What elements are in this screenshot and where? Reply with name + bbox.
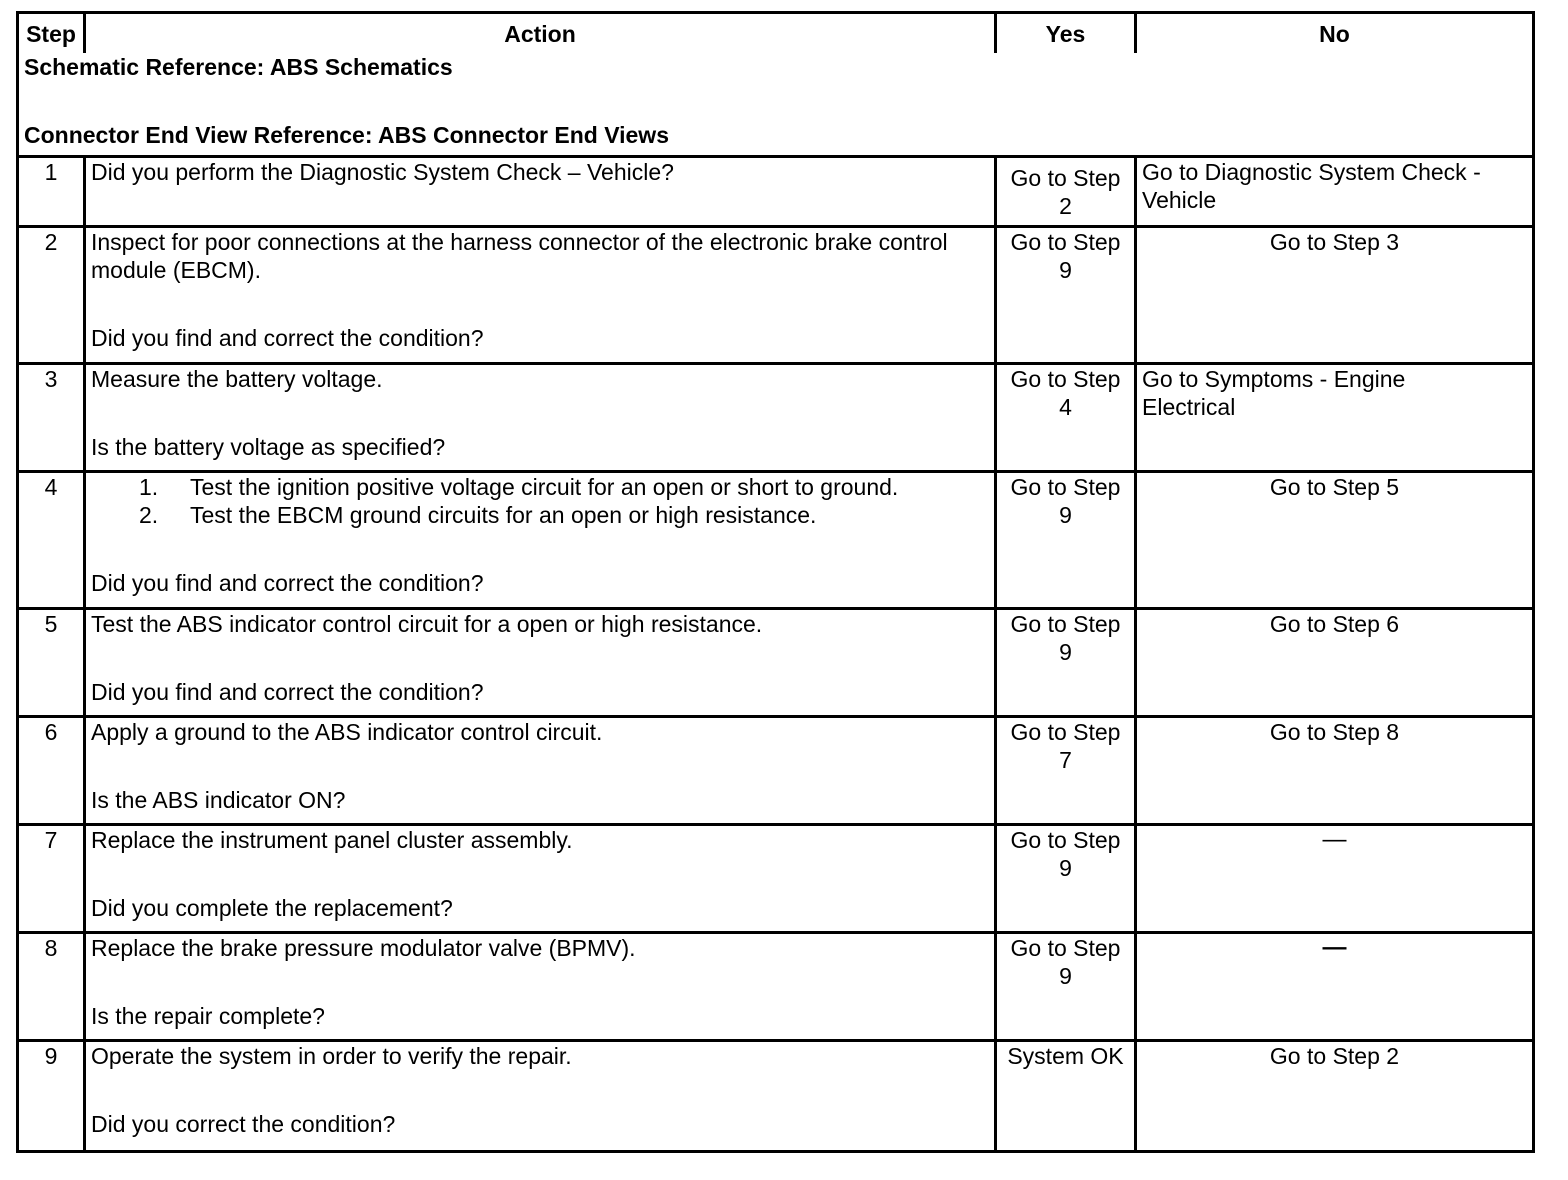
header-step: Step — [19, 14, 86, 53]
action-question: Is the ABS indicator ON? — [91, 787, 346, 813]
connector-reference: Connector End View Reference: ABS Connector End Views — [24, 122, 669, 148]
action-question: Did you find and correct the condition? — [91, 570, 484, 596]
action-text: Replace the brake pressure modulator valve (BPMV). — [91, 935, 636, 961]
step-number: 1 — [19, 158, 86, 228]
no-result: Go to Step 8 — [1137, 718, 1532, 826]
step-number: 4 — [19, 473, 86, 610]
action-cell — [86, 610, 997, 718]
no-result: Go to Symptoms - Engine Electrical — [1137, 365, 1532, 473]
table-row — [19, 718, 1532, 826]
step-number: 7 — [19, 826, 86, 934]
no-result: Go to Step 6 — [1137, 610, 1532, 718]
action-text: Test the ABS indicator control circuit for a open or high resistance. — [91, 611, 763, 637]
no-result: — — [1137, 826, 1532, 934]
substep-number: 1. — [139, 474, 159, 500]
step-number: 6 — [19, 718, 86, 826]
yes-result: Go to Step 2 — [997, 158, 1137, 228]
table-row — [19, 610, 1532, 718]
header-no: No — [1319, 20, 1350, 47]
yes-result: Go to Step 4 — [997, 365, 1137, 473]
action-text: Measure the battery voltage. — [91, 366, 383, 392]
yes-result: Go to Step 9 — [997, 228, 1137, 365]
table-row — [19, 365, 1532, 473]
table-row — [19, 1042, 1532, 1150]
action-cell — [86, 473, 997, 610]
substep-number: 2. — [139, 502, 159, 528]
table-row — [19, 826, 1532, 934]
no-result: Go to Step 3 — [1137, 228, 1532, 365]
header-yes: Yes — [997, 14, 1137, 53]
table-row — [19, 158, 1532, 228]
step-number: 5 — [19, 610, 86, 718]
action-question: Is the battery voltage as specified? — [91, 434, 446, 460]
substep-list — [91, 473, 989, 529]
list-item — [91, 501, 989, 529]
table-row — [19, 934, 1532, 1042]
yes-result: Go to Step 9 — [997, 826, 1137, 934]
action-question: Did you correct the condition? — [91, 1111, 396, 1137]
action-spacer — [91, 746, 989, 786]
substep-text: Test the EBCM ground circuits for an open or high resistance. — [190, 502, 817, 528]
table-row — [19, 228, 1532, 365]
action-spacer — [91, 962, 989, 1002]
action-cell — [86, 934, 997, 1042]
schematic-reference: Schematic Reference: ABS Schematics — [24, 54, 453, 80]
action-text: Operate the system in order to verify the repair. — [91, 1043, 572, 1069]
no-result: — — [1137, 934, 1532, 1042]
action-cell — [86, 1042, 997, 1150]
yes-result: System OK — [997, 1042, 1137, 1150]
action-text: Inspect for poor connections at the harness connector of the electronic brake control module (EBCM). — [91, 229, 948, 283]
action-cell — [86, 718, 997, 826]
step-number: 2 — [19, 228, 86, 365]
yes-result: Go to Step 9 — [997, 610, 1137, 718]
header-row — [19, 14, 1532, 53]
action-text: Apply a ground to the ABS indicator control circuit. — [91, 719, 603, 745]
action-spacer — [91, 854, 989, 894]
action-cell — [86, 365, 997, 473]
action-spacer — [91, 638, 989, 678]
step-number: 3 — [19, 365, 86, 473]
action-question: Is the repair complete? — [91, 1003, 325, 1029]
no-result: Go to Step 2 — [1269, 1043, 1400, 1069]
diagnostic-table — [16, 11, 1535, 1153]
reference-cell — [19, 53, 1532, 158]
action-question: Did you find and correct the condition? — [91, 325, 484, 351]
substep-text: Test the ignition positive voltage circuit for an open or short to ground. — [190, 474, 899, 500]
action-spacer — [91, 393, 989, 433]
action-question: Did you complete the replacement? — [91, 895, 453, 921]
action-spacer — [91, 284, 989, 324]
yes-result: Go to Step 9 — [997, 934, 1137, 1042]
no-result: Go to Step 5 — [1137, 473, 1532, 610]
action-cell — [86, 826, 997, 934]
reference-row — [19, 53, 1532, 158]
action-spacer — [91, 1070, 989, 1110]
header-action: Action — [86, 14, 997, 53]
action-question: Did you find and correct the condition? — [91, 679, 484, 705]
no-result: Go to Diagnostic System Check - Vehicle — [1137, 158, 1532, 228]
step-number: 9 — [19, 1042, 86, 1150]
action-spacer — [91, 529, 989, 569]
action-text: Replace the instrument panel cluster assembly. — [91, 827, 573, 853]
action-cell — [86, 228, 997, 365]
yes-result: Go to Step 7 — [997, 718, 1137, 826]
step-number: 8 — [19, 934, 86, 1042]
list-item — [91, 473, 989, 501]
action-text: Did you perform the Diagnostic System Check – Vehicle? — [86, 158, 997, 228]
yes-result: Go to Step 9 — [997, 473, 1137, 610]
reference-spacer — [24, 81, 1527, 121]
table-row — [19, 473, 1532, 610]
